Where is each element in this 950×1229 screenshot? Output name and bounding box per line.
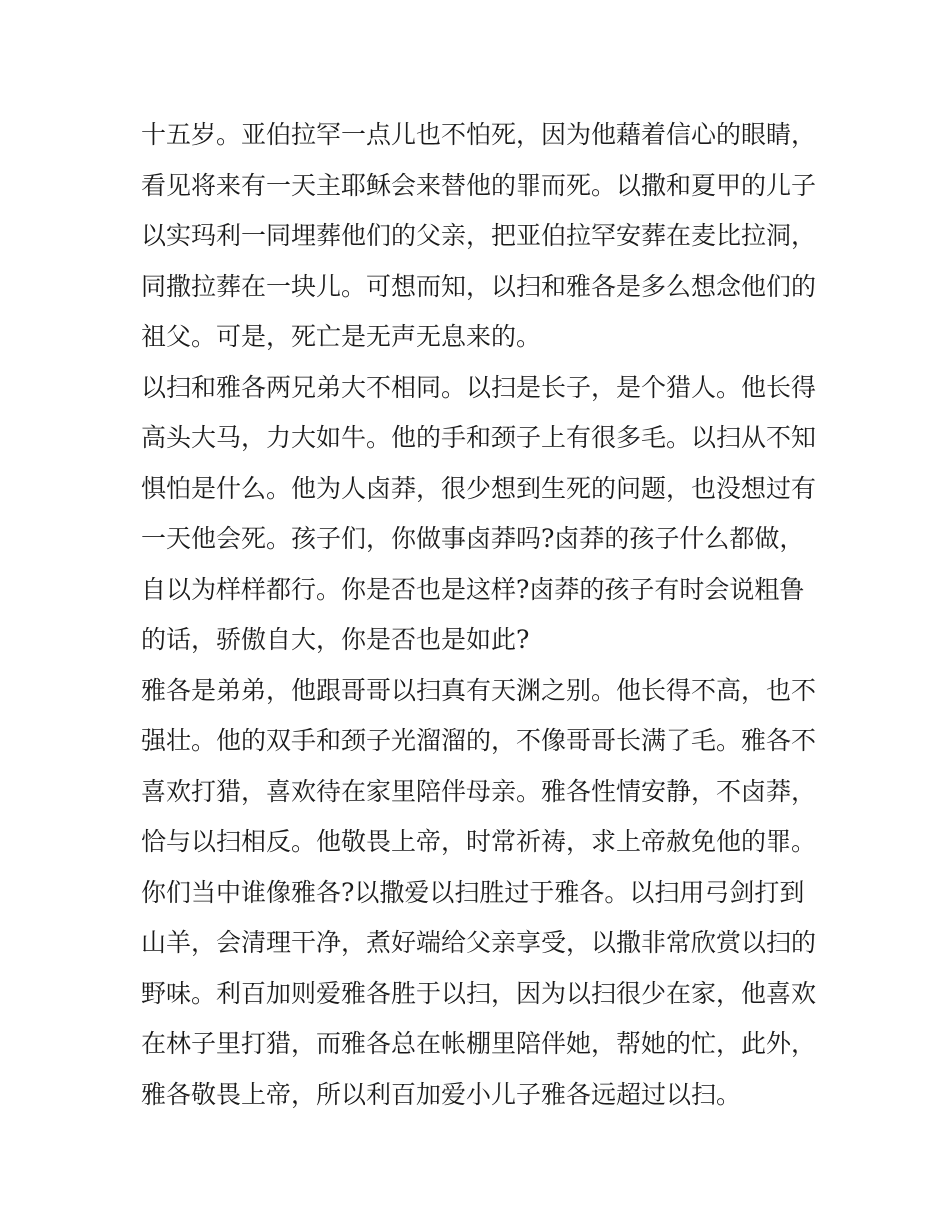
text-line: 恰与以扫相反。他敬畏上帝，时常祈祷，求上帝赦免他的罪。 bbox=[141, 827, 817, 856]
text-line: 雅各敬畏上帝，所以利百加爱小儿子雅各远超过以扫。 bbox=[141, 1079, 742, 1109]
text-line: 野味。利百加则爱雅各胜于以扫，因为以扫很少在家，他喜欢 bbox=[141, 978, 817, 1008]
text-line: 以实玛利一同埋葬他们的父亲，把亚伯拉罕安葬在麦比拉洞， bbox=[141, 221, 817, 250]
text-line: 的话，骄傲自大，你是否也是如此? bbox=[141, 625, 530, 654]
text-line: 高头大马，力大如牛。他的手和颈子上有很多毛。以扫从不知 bbox=[141, 423, 817, 452]
text-line: 雅各是弟弟，他跟哥哥以扫真有天渊之别。他长得不高，也不 bbox=[141, 675, 817, 705]
text-line: 祖父。可是，死亡是无声无息来的。 bbox=[141, 322, 542, 351]
text-line: 在林子里打猎，而雅各总在帐棚里陪伴她，帮她的忙，此外， bbox=[141, 1029, 817, 1058]
body-text bbox=[141, 110, 821, 1120]
text-line: 喜欢打猎，喜欢待在家里陪伴母亲。雅各性情安静，不卤莽， bbox=[141, 776, 817, 806]
text-line: 同撒拉葬在一块儿。可想而知，以扫和雅各是多么想念他们的 bbox=[141, 271, 817, 301]
text-line: 强壮。他的双手和颈子光溜溜的，不像哥哥长满了毛。雅各不 bbox=[141, 726, 817, 755]
text-line: 一天他会死。孩子们，你做事卤莽吗?卤莽的孩子什么都做， bbox=[141, 524, 805, 553]
text-line: 惧怕是什么。他为人卤莽，很少想到生死的问题，也没想过有 bbox=[141, 473, 817, 503]
text-line: 看见将来有一天主耶稣会来替他的罪而死。以撒和夏甲的儿子 bbox=[141, 170, 817, 200]
text-line: 自以为样样都行。你是否也是这样?卤莽的孩子有时会说粗鲁 bbox=[141, 574, 805, 604]
text-line: 以扫和雅各两兄弟大不相同。以扫是长子，是个猎人。他长得 bbox=[141, 372, 817, 402]
text-line: 十五岁。亚伯拉罕一点儿也不怕死，因为他藉着信心的眼睛， bbox=[141, 120, 817, 149]
text-line: 山羊，会清理干净，煮好端给父亲享受，以撒非常欣赏以扫的 bbox=[141, 928, 817, 957]
text-line: 你们当中谁像雅各?以撒爱以扫胜过于雅各。以扫用弓剑打到 bbox=[141, 877, 805, 907]
